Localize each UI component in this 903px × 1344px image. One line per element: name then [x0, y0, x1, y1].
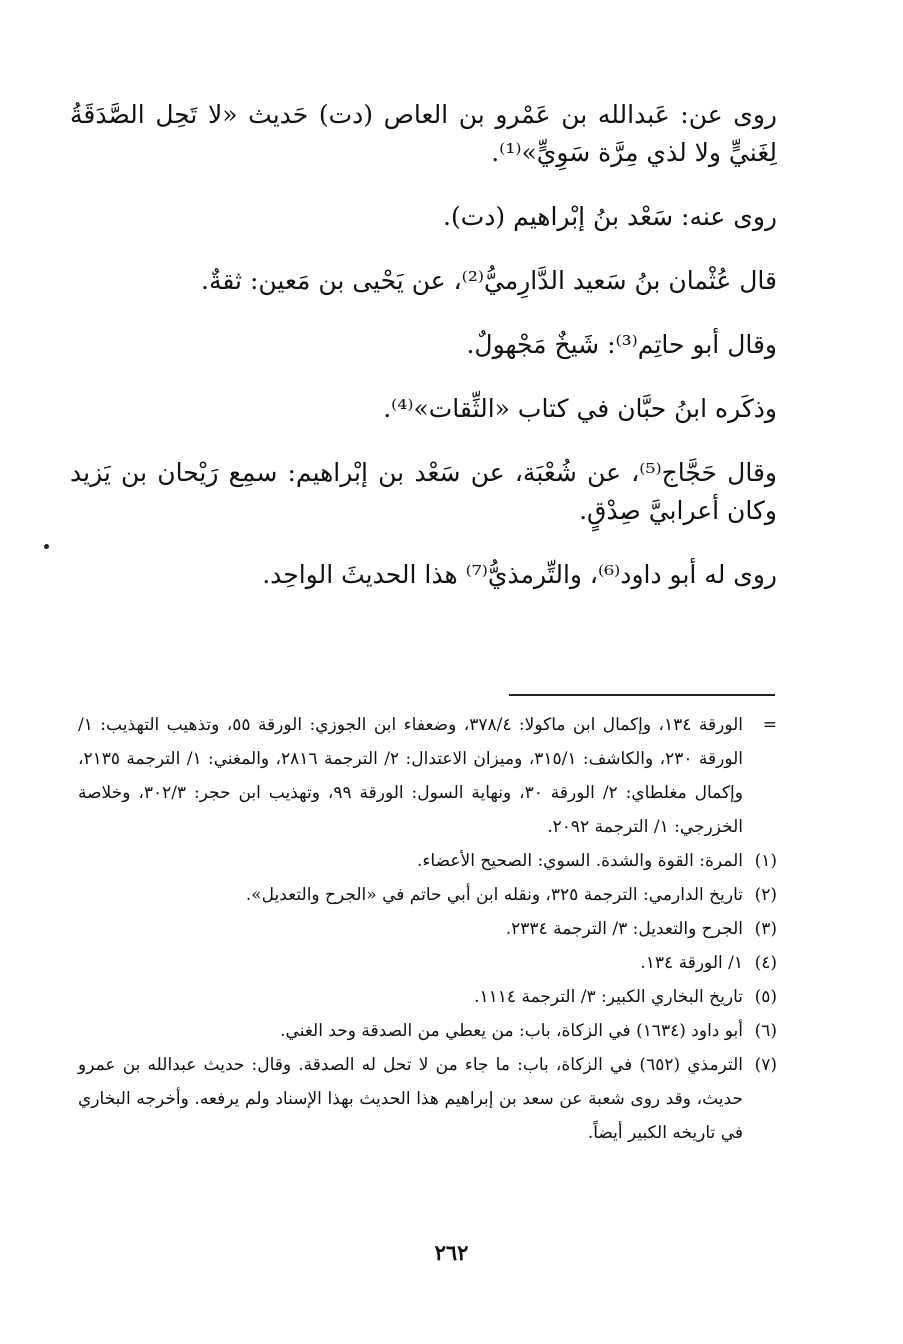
footnote-divider	[509, 694, 775, 696]
footnote-2	[78, 878, 777, 912]
footnote-4	[78, 946, 777, 980]
footnote-text: الجرح والتعديل: ٣/ الترجمة ٢٣٣٤.	[505, 919, 743, 939]
footnote-continuation	[78, 708, 777, 844]
footnote-7	[78, 1048, 777, 1150]
paragraph-ibn-hibban: وذكَره ابنُ حبَّان في كتاب «الثِّقات»⁽⁴⁾.	[383, 394, 777, 423]
footnote-marker: (٢)	[754, 885, 777, 905]
footnote-text: تاريخ الدارمي: الترجمة ٣٢٥، ونقله ابن أبي حاتم في «الجرح والتعديل».	[245, 885, 743, 905]
footnote-text: أبو داود (١٦٣٤) في الزكاة، باب: من يعطي من الصدقة وحد الغني.	[280, 1021, 743, 1041]
footnote-6	[78, 1014, 777, 1048]
footnote-text: الورقة ١٣٤، وإكمال ابن ماكولا: ٣٧٨/٤، وضعفاء ابن الجوزي: الورقة ٥٥، وتذهيب التهذيب: ١/ الورقة ٢٣٠، والكاشف: ٣١٥/١، وميزان الاعتدال: ٢/ الترجمة ٢٨١٦، والمغني: ١/ الترجمة ٢١٣٥، وإكمال مغلطاي: ٢/ الورقة ٣٠، ونهاية السول: الورقة ٩٩، وتهذيب ابن حجر: ٣٠٢/٣، وخلاصة الخزرجي: ١/ الترجمة ٢٠٩٢.	[78, 715, 744, 837]
footnote-marker: (٦)	[754, 1021, 777, 1041]
page-number: ٢٦٢	[434, 1240, 469, 1265]
paragraph-narrated-from: روى عن: عَبدالله بن عَمْرو بن العاص (دت) حَديث «لا تَحِل الصَّدَقَةُ لِغَنيٍّ ولا لذي مِرَّة سَوِيٍّ»⁽¹⁾.	[70, 100, 777, 167]
footnote-marker: (٣)	[754, 919, 777, 939]
paragraph-narrated-by-authors: روى له أبو داود⁽⁶⁾، والتِّرمذيُّ⁽⁷⁾ هذا الحديثَ الواحِد.	[262, 560, 777, 589]
footnote-marker: (٤)	[754, 953, 777, 973]
paragraph-abu-hatim: وقال أبو حاتِم⁽³⁾: شَيخٌ مَجْهولٌ.	[466, 330, 777, 359]
footnote-text: الترمذي (٦٥٢) في الزكاة، باب: ما جاء من لا تحل له الصدقة. وقال: حديث عبدالله بن عمرو حديث، وقد روى شعبة عن سعد بن إبراهيم هذا الحديث بهذا الإسناد ولم يرفعه. وأخرجه البخاري في تاريخه الكبير أيضاً.	[78, 1055, 743, 1143]
paragraph-hajjaj: وقال حَجَّاج⁽⁵⁾، عن شُعْبَة، عن سَعْد بن إبْراهيم: سمِع رَيْحان بن يَزيد وكان أعرابيَّ صِدْقٍ.	[70, 458, 777, 525]
main-text	[70, 96, 777, 594]
footnote-5	[78, 980, 777, 1014]
footnote-3	[78, 912, 777, 946]
footnote-marker: (٧)	[754, 1055, 777, 1075]
paragraph-darimi: قال عُثْمان بنُ سَعيد الدَّارِميُّ⁽²⁾، عن يَحْيى بن مَعين: ثقةٌ.	[201, 266, 777, 295]
ink-speck	[43, 543, 49, 549]
footnote-text: ١/ الورقة ١٣٤.	[640, 953, 743, 973]
footnote-marker: (٥)	[754, 987, 777, 1007]
footnote-1	[78, 844, 777, 878]
footnote-text: المرة: القوة والشدة. السوي: الصحيح الأعضاء.	[417, 851, 743, 871]
footnote-marker: (١)	[754, 851, 777, 871]
paragraph-narrated-by: روى عنه: سَعْد بنُ إبْراهيم (دت).	[443, 202, 777, 231]
footnote-marker: =	[762, 715, 777, 735]
footnotes	[78, 708, 777, 1150]
footnote-text: تاريخ البخاري الكبير: ٣/ الترجمة ١١١٤.	[474, 987, 743, 1007]
